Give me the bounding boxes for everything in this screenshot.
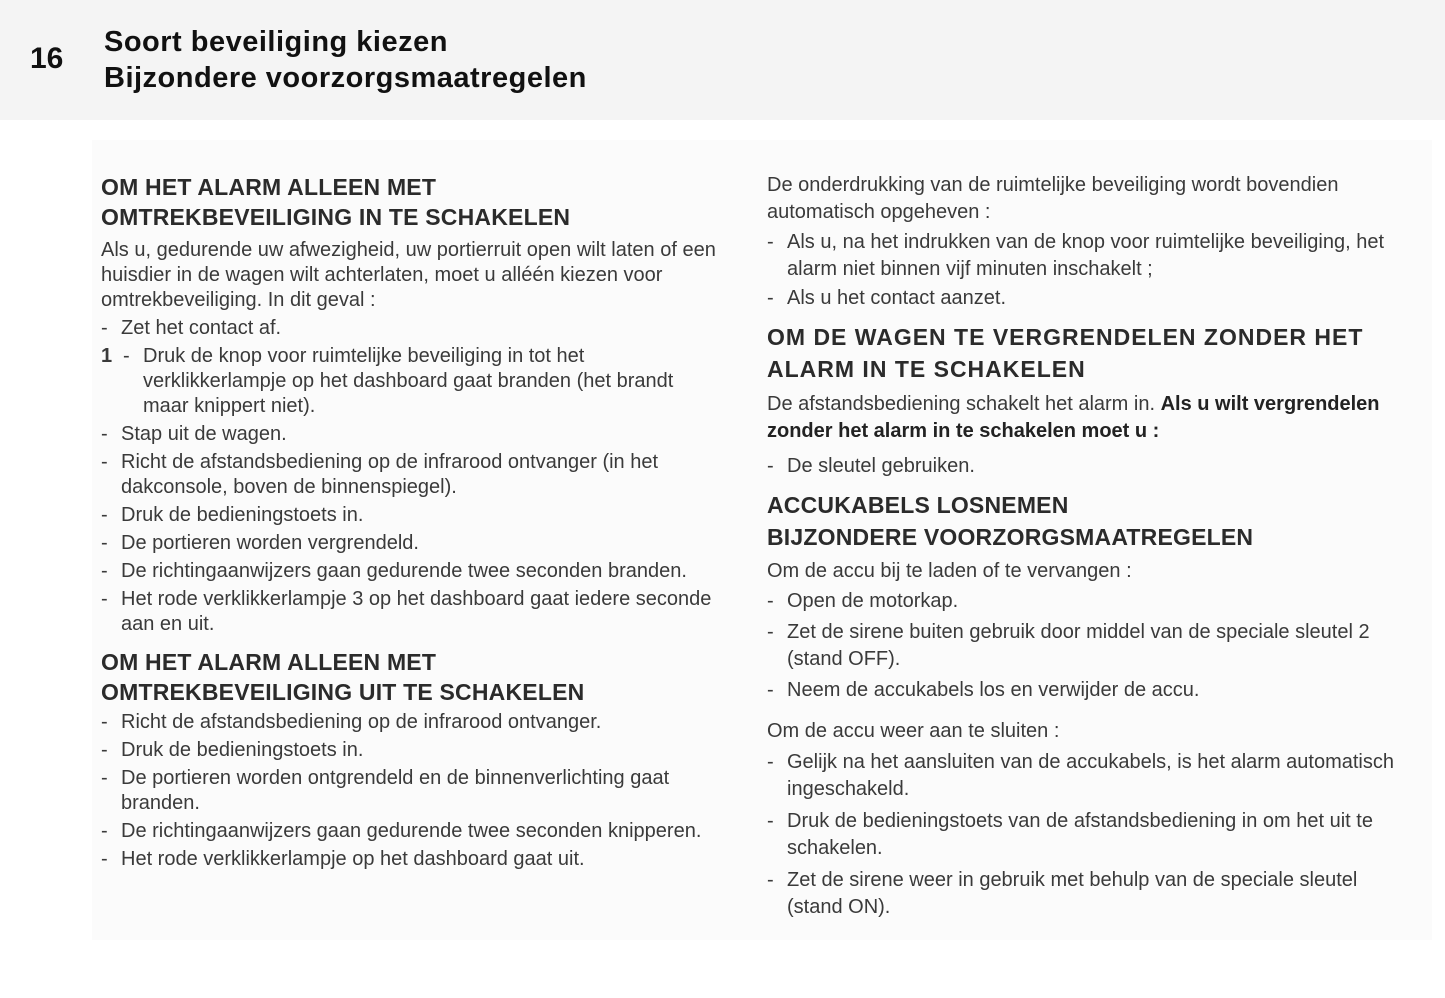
list-item: - Het rode verklikkerlampje op het dashboard gaat uit.: [101, 848, 585, 870]
list-item: - Zet de sirene buiten gebruik door middel van de speciale sleutel 2 (stand OFF).: [767, 621, 1370, 670]
lock-list: [767, 454, 1407, 479]
list-item: - Richt de afstandsbediening op de infrarood ontvanger (in het dakconsole, boven de binnenspiegel).: [101, 451, 659, 498]
section-intro: Als u, gedurende uw afwezigheid, uw portierruit open wilt laten of een huisdier in de wagen wilt achterlaten, moet u alléén kiezen voor omtrekbeveiliging. In dit geval :: [101, 239, 716, 311]
section-heading-disable-perimeter: OM HET ALARM ALLEEN MET OMTREKBEVEILIGING UIT TE SCHAKELEN: [101, 649, 585, 705]
list-item: - De richtingaanwijzers gaan gedurende twee seconden branden.: [101, 560, 687, 582]
step-number: 1: [101, 345, 113, 367]
left-column: [101, 172, 721, 872]
title-line-1: Soort beveiliging kiezen: [104, 26, 448, 58]
list-item: - Richt de afstandsbediening op de infrarood ontvanger.: [101, 711, 602, 733]
list-item: - Druk de bedieningstoets van de afstandsbediening in om het uit te schakelen.: [767, 810, 1373, 859]
battery-intro-1: Om de accu bij te laden of te vervangen :: [767, 560, 1132, 582]
suppression-intro: De onderdrukking van de ruimtelijke beveiliging wordt bovendien automatisch opgeheven :: [767, 174, 1339, 223]
page-header: [0, 0, 1445, 120]
list-item: - Neem de accukabels los en verwijder de accu.: [767, 679, 1200, 701]
battery-reconnect-list: [767, 749, 1407, 921]
list-item: - De portieren worden vergrendeld.: [101, 532, 419, 554]
list-item-numbered: 1 - Druk de knop voor ruimtelijke beveiliging in tot het verklikkerlampje op het dashboard gaat branden (het brandt maar knippert niet).: [101, 345, 674, 417]
list-item: - De sleutel gebruiken.: [767, 455, 975, 477]
page-number: 16: [30, 42, 64, 75]
section-heading-battery: ACCUKABELS LOSNEMEN BIJZONDERE VOORZORGSMAATREGELEN: [767, 492, 1254, 550]
list-item: - Als u het contact aanzet.: [767, 287, 1007, 309]
right-column: [767, 172, 1407, 921]
list-item: - Druk de bedieningstoets in.: [101, 504, 364, 526]
section-heading-lock-without-alarm: OM DE WAGEN TE VERGRENDELEN ZONDER HET ALARM IN TE SCHAKELEN: [767, 324, 1364, 382]
section-heading-enable-perimeter: OM HET ALARM ALLEEN MET OMTREKBEVEILIGING IN TE SCHAKELEN: [101, 174, 571, 230]
enable-steps-list: [101, 316, 721, 637]
list-item: - Open de motorkap.: [767, 590, 959, 612]
list-item: - Zet het contact af.: [101, 317, 282, 339]
battery-disconnect-list: [767, 589, 1407, 703]
suppression-list: [767, 229, 1407, 311]
list-item: - De portieren worden ontgrendeld en de binnenverlichting gaat branden.: [101, 767, 670, 814]
list-item: - Stap uit de wagen.: [101, 423, 287, 445]
list-item: - De richtingaanwijzers gaan gedurende twee seconden knipperen.: [101, 820, 702, 842]
battery-intro-2: Om de accu weer aan te sluiten :: [767, 720, 1060, 742]
list-item: - Druk de bedieningstoets in.: [101, 739, 364, 761]
list-item: - Zet de sirene weer in gebruik met behulp van de speciale sleutel (stand ON).: [767, 869, 1358, 918]
list-item: - Gelijk na het aansluiten van de accukabels, is het alarm automatisch ingeschakeld.: [767, 751, 1395, 800]
list-item: - Het rode verklikkerlampje 3 op het dashboard gaat iedere seconde aan en uit.: [101, 588, 712, 635]
list-item: - Als u, na het indrukken van de knop voor ruimtelijke beveiliging, het alarm niet binnen vijf minuten inschakelt ;: [767, 231, 1385, 280]
title-line-2: Bijzondere voorzorgsmaatregelen: [104, 62, 587, 94]
disable-steps-list: [101, 710, 721, 872]
page-title: [104, 24, 587, 96]
lock-text: De afstandsbediening schakelt het alarm in. Als u wilt vergrendelen zonder het alarm in te schakelen moet u :: [767, 393, 1380, 442]
